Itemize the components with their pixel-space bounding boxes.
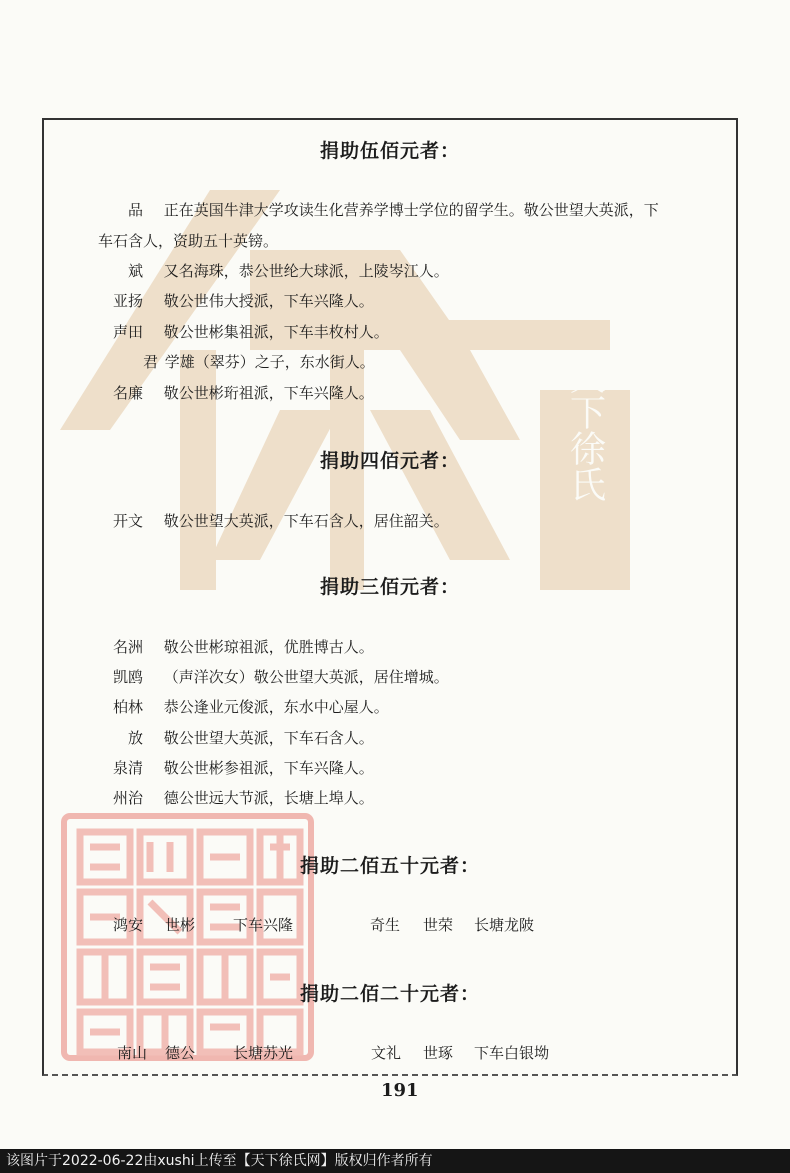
donor-name: 声田 xyxy=(113,323,144,341)
list-item xyxy=(128,201,659,219)
list-item xyxy=(113,384,374,402)
list-item xyxy=(113,698,389,716)
donor-description: 敬公世彬珩祖派，下车兴隆人。 xyxy=(163,384,374,402)
donor-lineage: 德公 xyxy=(165,1044,196,1062)
list-item xyxy=(128,729,374,747)
donor-name: 君 xyxy=(143,353,159,371)
donor-name: 州治 xyxy=(113,789,144,807)
donor-place: 下车兴隆 xyxy=(233,916,294,934)
donor-name: 文礼 xyxy=(371,1044,402,1062)
list-item xyxy=(113,668,449,686)
donor-description: 恭公逢业元俊派，东水中心屋人。 xyxy=(163,698,389,716)
donor-description: 学雄（翠芬）之子，东水街人。 xyxy=(164,353,375,371)
section-heading-300: 捐助三佰元者： xyxy=(320,576,461,598)
donor-name: 名廉 xyxy=(113,384,144,402)
donor-description: 敬公世彬参祖派，下车兴隆人。 xyxy=(163,759,374,777)
donor-description: 德公世远大节派，长塘上埠人。 xyxy=(163,789,374,807)
donor-description: （声洋次女）敬公世望大英派，居住增城。 xyxy=(163,668,449,686)
donor-lineage: 世琢 xyxy=(423,1044,454,1062)
list-item xyxy=(113,789,374,807)
donor-name: 开文 xyxy=(113,512,144,530)
section-heading-400: 捐助四佰元者： xyxy=(320,450,461,472)
collector-seal-icon xyxy=(60,812,315,1062)
donor-description: 敬公世伟大授派，下车兴隆人。 xyxy=(163,292,374,310)
section-heading-250: 捐助二佰五十元者： xyxy=(300,855,481,877)
donor-name: 泉清 xyxy=(113,759,144,777)
section-heading-220: 捐助二佰二十元者： xyxy=(300,983,481,1005)
upload-notice-bar xyxy=(0,1149,790,1173)
donor-lineage: 世彬 xyxy=(165,916,196,934)
page-number: 191 xyxy=(381,1080,419,1101)
donor-description: 敬公世望大英派，下车石含人。 xyxy=(163,729,374,747)
list-item xyxy=(143,353,375,371)
donor-name: 奇生 xyxy=(370,916,401,934)
donor-name: 鸿安 xyxy=(113,916,144,934)
watermark-text: 天下徐氏 xyxy=(564,358,606,502)
donor-name: 品 xyxy=(128,201,144,219)
donor-name: 名洲 xyxy=(113,638,144,656)
donor-description: 正在英国牛津大学攻读生化营养学博士学位的留学生。敬公世望大英派，下 xyxy=(163,201,659,219)
upload-notice-text: 该图片于2022-06-22由xushi上传至【天下徐氏网】版权归作者所有 xyxy=(6,1153,433,1169)
donor-place: 长塘龙陂 xyxy=(474,916,535,934)
section-heading-500: 捐助伍佰元者： xyxy=(320,140,461,162)
donor-name: 凯鸥 xyxy=(113,668,144,686)
list-item xyxy=(113,638,374,656)
donor-lineage: 世荣 xyxy=(423,916,454,934)
donor-description: 又名海珠，恭公世纶大球派，上陵岑江人。 xyxy=(163,262,449,280)
donor-description-continued: 车石含人，资助五十英镑。 xyxy=(98,232,279,250)
list-item xyxy=(113,292,374,310)
donor-name: 放 xyxy=(128,729,144,747)
donor-description: 敬公世望大英派，下车石含人，居住韶关。 xyxy=(163,512,449,530)
list-item xyxy=(113,512,449,530)
donor-description: 敬公世彬琼祖派，优胜博古人。 xyxy=(163,638,374,656)
donor-place: 下车白银坳 xyxy=(474,1044,550,1062)
donor-name: 南山 xyxy=(117,1044,148,1062)
list-item xyxy=(113,759,374,777)
donor-name: 柏林 xyxy=(113,698,144,716)
donor-place: 长塘苏光 xyxy=(233,1044,294,1062)
list-item xyxy=(128,262,449,280)
list-item xyxy=(113,323,389,341)
donor-description: 敬公世彬集祖派，下车丰枚村人。 xyxy=(163,323,389,341)
donor-name: 亚扬 xyxy=(113,292,144,310)
donor-name: 斌 xyxy=(128,262,144,280)
